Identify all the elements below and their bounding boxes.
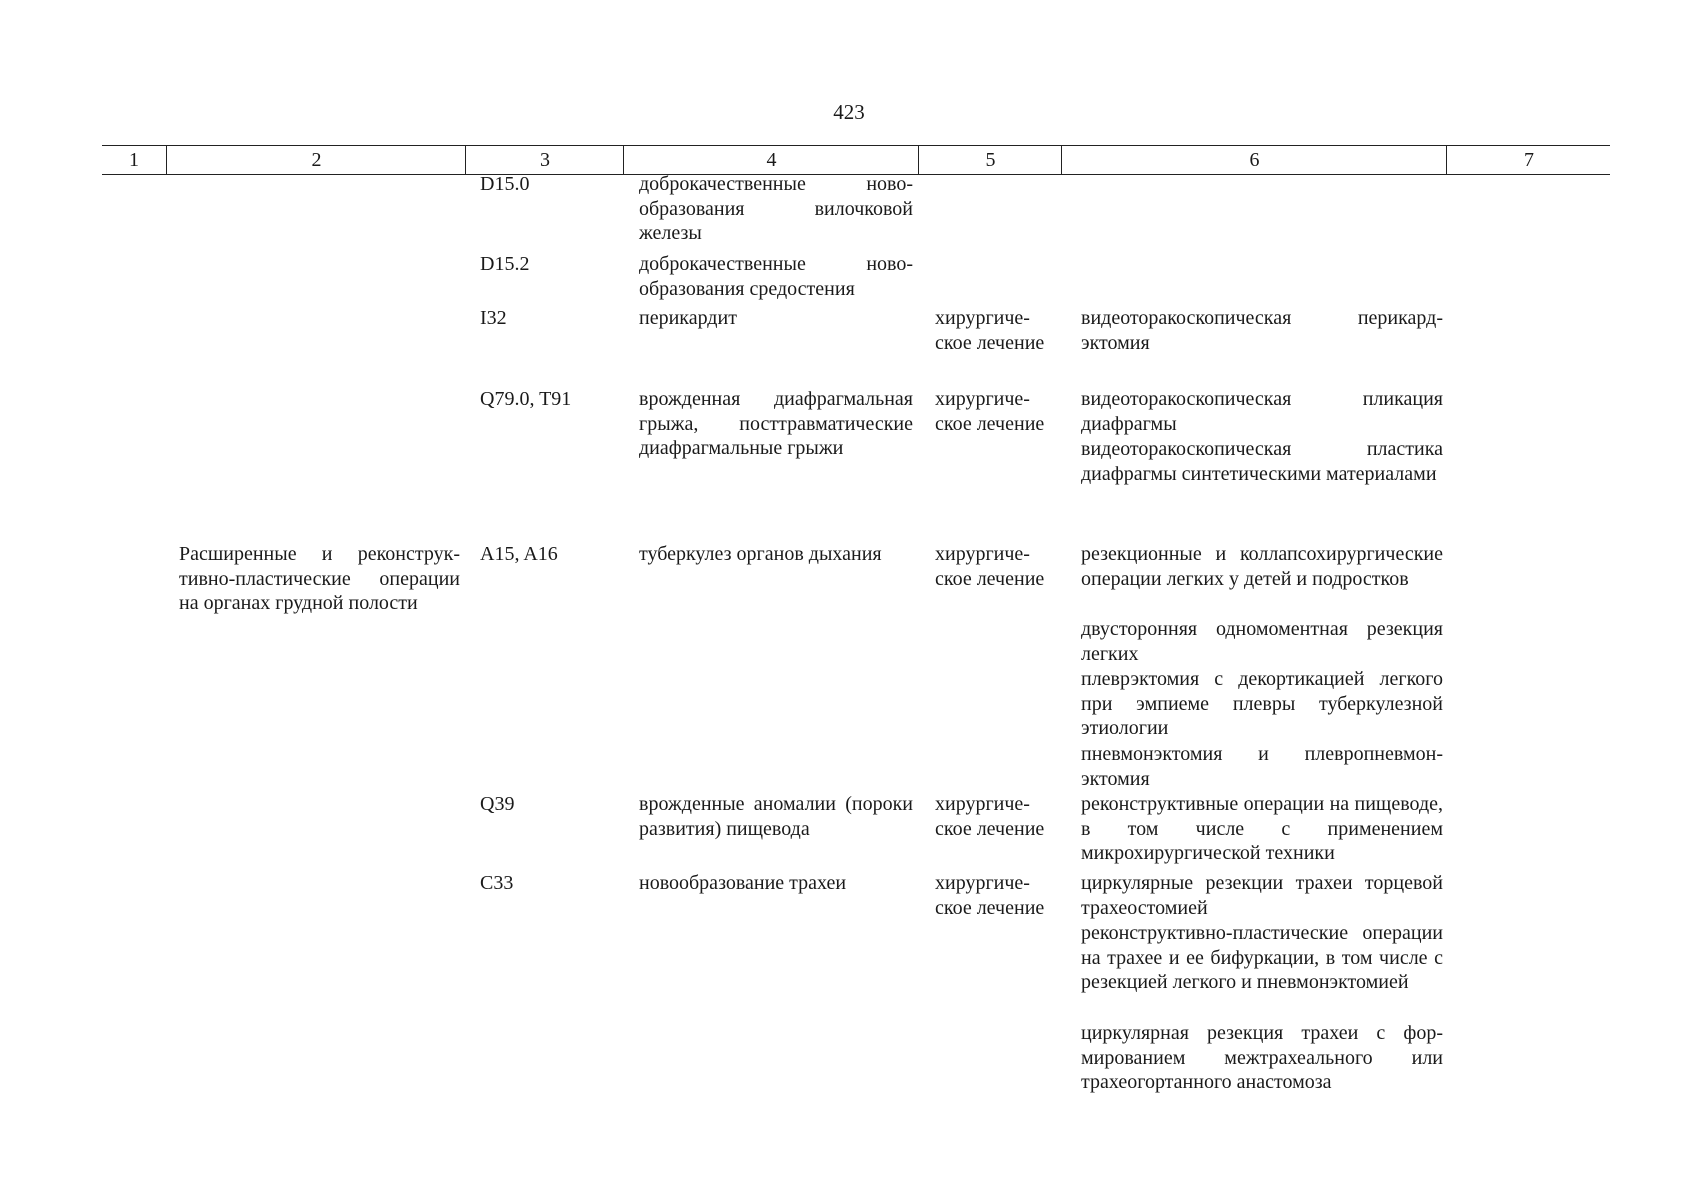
column-header-7: 7 [1446, 146, 1611, 174]
treatment-method-cell: циркулярные резекции трахеи торцевой трахеостомией [1081, 872, 1443, 919]
column-header-2: 2 [166, 146, 466, 174]
table-header-row [102, 145, 1610, 175]
icd-code-cell: D15.2 [480, 253, 530, 275]
column-header-4: 4 [623, 146, 919, 174]
treatment-method-cell: пневмонэктомия и плевропневмонэктомия [1081, 743, 1443, 790]
treatment-type-cell: хирургическое лечение [935, 543, 1045, 590]
icd-code-cell: A15, A16 [480, 543, 558, 565]
diagnosis-cell: туберкулез органов дыхания [639, 543, 882, 565]
diagnosis-cell: доброкачественные новообразования вилочковой железы [639, 173, 913, 245]
treatment-method-cell: двусторонняя одномоментная резекция легких [1081, 618, 1443, 665]
treatment-type-cell: хирургическое лечение [935, 872, 1045, 919]
treatment-method-cell: видеоторакоскопическая пликация диафрагмы [1081, 388, 1443, 435]
treatment-method-cell: резекционные и коллапсохирургические операции легких у детей и подростков [1081, 543, 1443, 590]
column-header-5: 5 [918, 146, 1062, 174]
treatment-type-cell: хирургическое лечение [935, 307, 1045, 354]
diagnosis-cell: врожденная диафрагмальная грыжа, посттравматические диафрагмальные грыжи [639, 388, 913, 460]
treatment-type-cell: хирургическое лечение [935, 388, 1045, 435]
column-header-3: 3 [465, 146, 624, 174]
diagnosis-cell: доброкачественные новообразования средостения [639, 253, 913, 300]
icd-code-cell: C33 [480, 872, 514, 894]
diagnosis-cell: врожденные аномалии (пороки развития) пищевода [639, 793, 913, 840]
icd-code-cell: I32 [480, 307, 507, 329]
treatment-method-cell: циркулярная резекция трахеи с формированием межтрахеального или трахеогортанного анастомоза [1081, 1022, 1443, 1094]
treatment-method-cell: реконструктивно-пластические операции на трахее и ее бифуркации, в том числе с резекцией легкого и пневмонэктомией [1081, 922, 1443, 994]
column-header-1: 1 [129, 149, 139, 171]
treatment-method-cell: плеврэктомия с декортикацией легкого при эмпиеме плевры туберкулезной этиологии [1081, 668, 1443, 740]
page-number: 423 [833, 100, 865, 124]
treatment-method-cell: видеоторакоскопическая перикардэктомия [1081, 307, 1443, 354]
icd-code-cell: Q39 [480, 793, 515, 815]
treatment-type-cell: хирургическое лечение [935, 793, 1045, 840]
icd-code-cell: D15.0 [480, 173, 530, 195]
diagnosis-cell: перикардит [639, 307, 737, 329]
procedure-group-cell: Расширенные и реконструктивно-пластические операции на органах грудной полости [179, 543, 460, 615]
icd-code-cell: Q79.0, T91 [480, 388, 572, 410]
treatment-method-cell: реконструктивные операции на пищеводе, в том числе с применением микрохирургической техники [1081, 793, 1443, 865]
treatment-method-cell: видеоторакоскопическая пластика диафрагмы синтетическими материалами [1081, 438, 1443, 485]
diagnosis-cell: новообразование трахеи [639, 872, 847, 894]
column-header-6: 6 [1061, 146, 1447, 174]
